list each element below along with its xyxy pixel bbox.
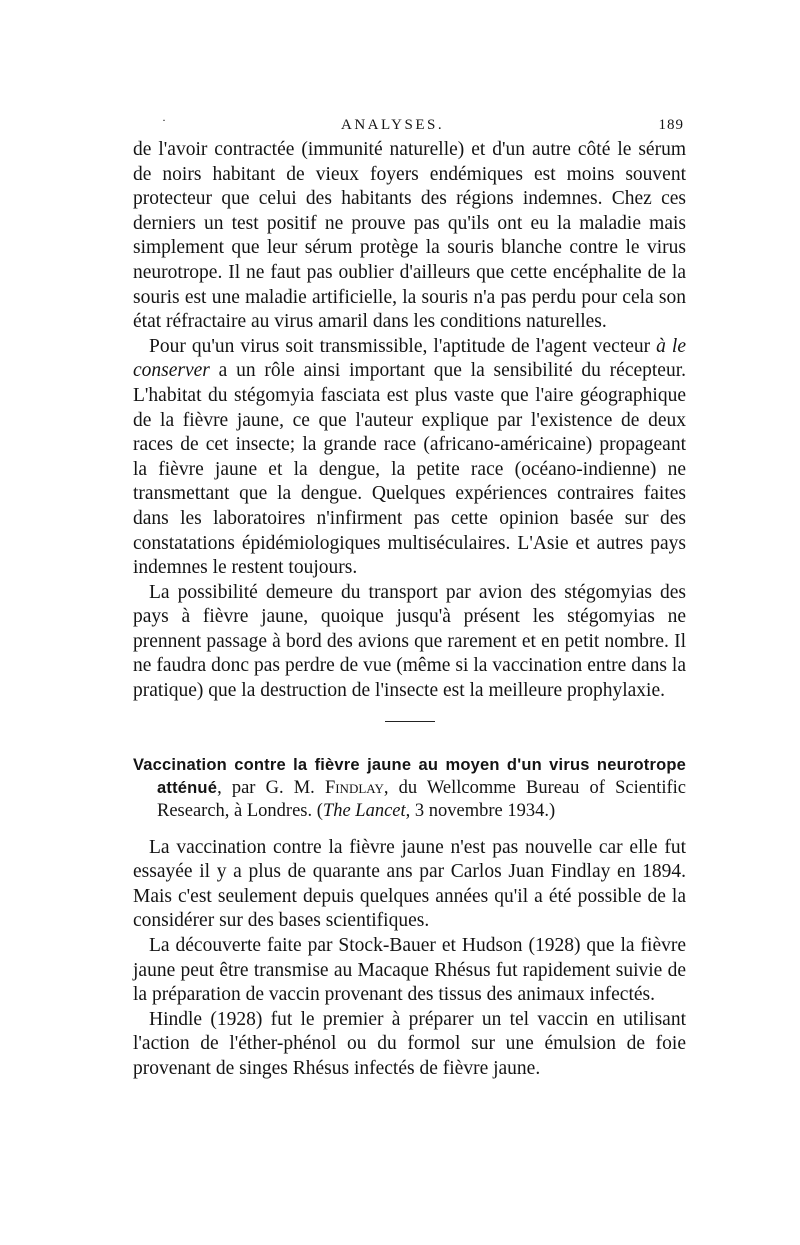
journal-name: The Lancet (322, 800, 406, 821)
page-number: 189 (658, 117, 684, 133)
article-title: Vaccination contre la fièvre jaune au moyen d'un virus neurotrope atténué (133, 755, 686, 797)
paragraph-airplane-transport: La possibilité demeure du transport par avion des stégomyias des pays à fièvre jaune, quoique jusqu'à présent les stégomyias ne prennent passage à bord des avions que rarement et en petit nombre. Il ne faudra donc pas perdre de vue (même si la vaccination entre dans la pratique) que la destruction de l'insecte est la meilleure prophylaxie. (133, 581, 686, 702)
paragraph-hindle: Hindle (1928) fut le premier à préparer un tel vaccin en utilisant l'action de l'éther-phénol ou du formol sur une émulsion de foie provenant de singes Rhésus infectés de fièvre jaune. (133, 1008, 686, 1079)
section-divider (385, 721, 435, 722)
paragraph-continuation: de l'avoir contractée (immunité naturelle) et d'un autre côté le sérum de noirs habitant de vieux foyers endémiques est moins souvent protecteur que celui des habitants des régions indemnes. Chez ces derniers un test positif ne prouve pas qu'ils ont eu la maladie mais simplement que leur sérum protège la souris blanche contre le virus neurotrope. Il ne faut pas oublier d'ailleurs que cette encéphalite de la souris est une maladie artificielle, la souris n'a pas perdu pour cela son état réfractaire au virus amaril dans les conditions naturelles. (133, 139, 686, 333)
article-by: , par G. M. (217, 777, 325, 798)
italic-phrase: à le conserver (133, 335, 686, 382)
paragraph-transmission (133, 335, 686, 581)
publication-date: , 3 novembre 1934.) (405, 800, 556, 821)
margin-mark: · (162, 113, 168, 127)
paragraph-history: La vaccination contre la fièvre jaune n'est pas nouvelle car elle fut essayée il y a plus de quarante ans par Carlos Juan Findlay en 1894. Mais c'est seulement depuis quelques années qu'il a été possible de la considérer sur des bases scientifiques. (133, 836, 686, 932)
paragraph-text: Pour qu'un virus soit transmissible, l'aptitude de l'agent vecteur (149, 335, 657, 357)
paragraph-discovery: La découverte faite par Stock-Bauer et Hudson (1928) que la fièvre jaune peut être transmise au Macaque Rhésus fut rapidement suivie de la préparation de vaccin provenant des tissus des animaux infectés. (133, 935, 686, 1006)
paragraph-text: a un rôle ainsi important que la sensibilité du récepteur. L'habitat du stégomyia fasciata est plus vaste que l'aire géographique de la fièvre jaune, ce que l'auteur explique par l'existence de deux races de cet insecte; la grande race (africano-américaine) propageant la fièvre jaune et la dengue, la petite race (océano-indienne) ne transmettant que la dengue. Quelques expériences contraires faites dans les laboratoires n'infirment pas cette opinion basée sur des constatations épidémiologiques multiséculaires. L'Asie et autres pays indemnes le restent toujours. (133, 360, 686, 579)
page (133, 112, 686, 1082)
article-affiliation: , du Wellcomme Bureau of Scientific Research, à Londres. ( (157, 777, 686, 821)
article-author: Findlay (324, 777, 384, 798)
running-title: ANALYSES. (341, 117, 445, 133)
article-heading (133, 754, 686, 823)
running-head (133, 112, 686, 138)
